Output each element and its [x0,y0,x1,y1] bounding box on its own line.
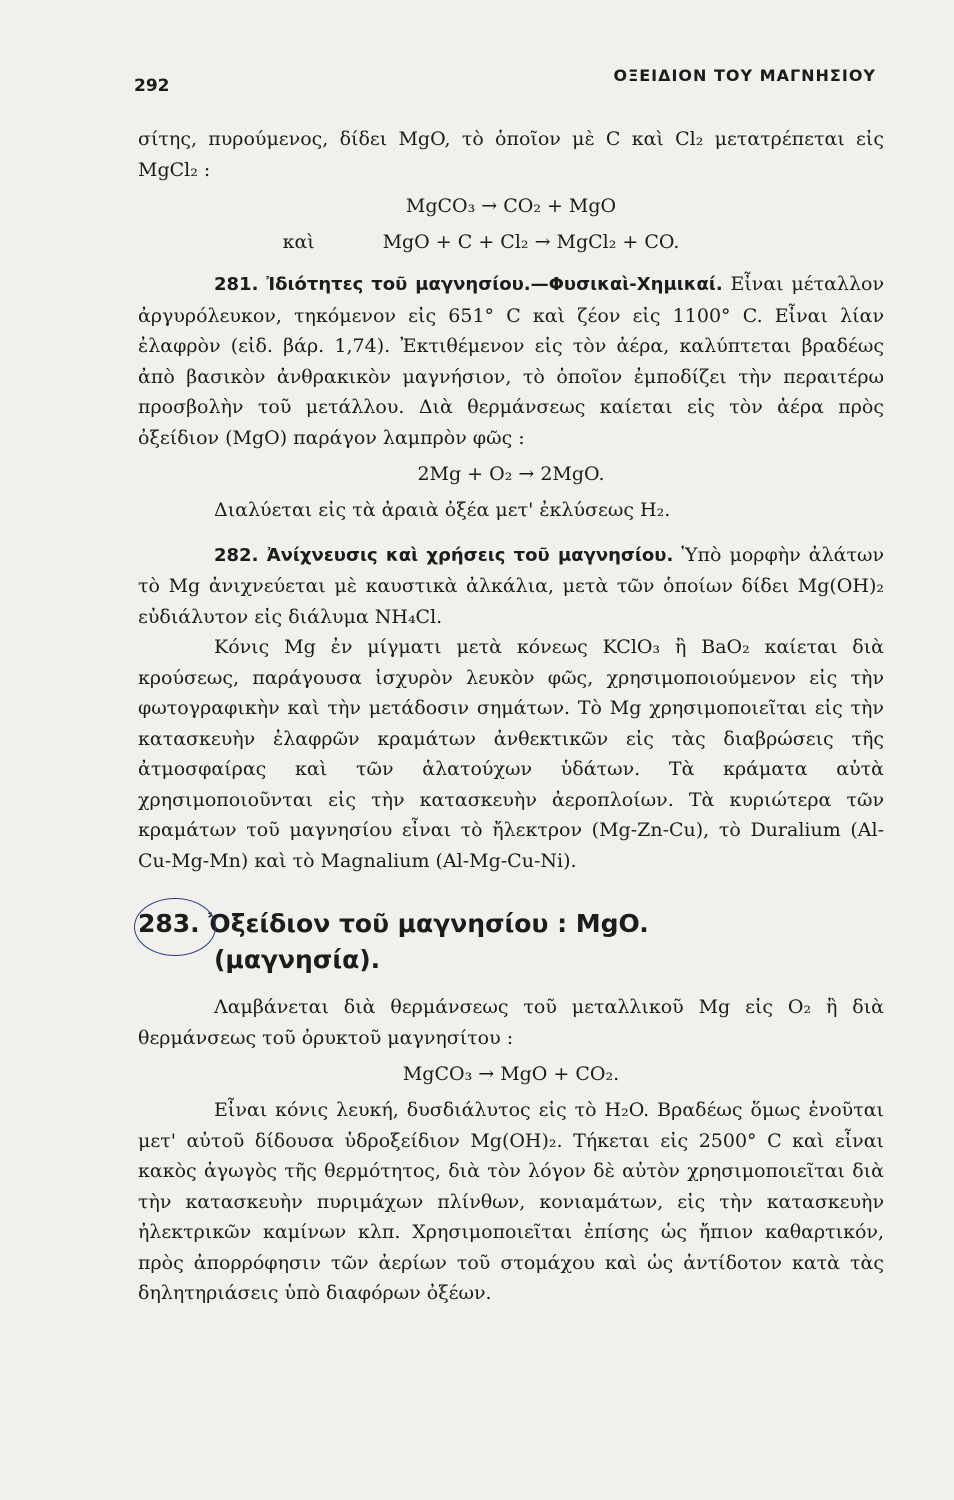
section-281 [138,269,884,526]
section-283-subtitle: (μαγνησία). [214,945,381,974]
equation-text: MgO + C + Cl₂ → MgCl₂ + CO. [382,231,680,253]
running-title: ΟΞΕΙΔΙΟΝ ΤΟΥ ΜΑΓΝΗΣΙΟΥ [613,66,876,85]
section-283-heading [138,906,884,978]
section-282-heading: 282. Ἀνίχνευσις καὶ χρήσεις τοῦ μαγνησίου. [214,544,674,566]
section-283-number: 283. [138,909,200,938]
equation-mg-combustion: 2Mg + O₂ → 2MgO. [417,463,605,485]
section-283 [138,906,884,1309]
equation-mgco3-to-mgo: MgCO₃ → MgO + CO₂. [402,1063,620,1085]
section-282 [138,540,884,877]
intro-paragraph: σίτης, πυρούμενος, δίδει MgO, τὸ ὁποῖον μὲ C καὶ Cl₂ μετατρέπεται εἰς MgCl₂ : [138,128,884,181]
equation-chlorination [78,227,884,257]
page-body [138,124,884,1309]
section-282-text-2: Κόνις Mg ἐν μίγματι μετὰ κόνεως KClO₃ ἢ BaO₂ καίεται διὰ κρούσεως, παράγουσα ἰσχυρὸν λευκὸν φῶς, χρησιμοποιούμενον εἰς τὴν φωτογραφικὴν καὶ τὴν μετάδοσιν σημάτων. Τὸ Mg χρησιμοποιεῖται εἰς τὴν κατασκευὴν ἐλαφρῶν κραμάτων ἀνθεκτικῶν εἰς τὰς διαβρώσεις τῆς ἀτμοσφαίρας καὶ τῶν ἁλατούχων ὑδάτων. Τὰ κράματα αὐτὰ χρησιμοποιοῦνται εἰς τὴν κατασκευὴν ἀεροπλοίων. Τὰ κυριώτερα τῶν κραμάτων τοῦ μαγνησίου εἶναι τὸ ἤλεκτρον (Mg-Zn-Cu), τὸ Duralium (Al-Cu-Mg-Mn) καὶ τὸ Magnalium (Al-Mg-Cu-Ni). [138,636,884,872]
section-283-text-2: Εἶναι κόνις λευκή, δυσδιάλυτος εἰς τὸ H₂O. Βραδέως ὅμως ἑνοῦται μετ' αὐτοῦ δίδουσα ὑδροξείδιον Mg(OH)₂. Τήκεται εἰς 2500° C καὶ εἶναι κακὸς ἀγωγὸς τῆς θερμότητος, διὰ τὸν λόγον δὲ αὐτὸν χρησιμοποιεῖται διὰ τὴν κατασκευὴν πυριμάχων πλίνθων, κονιαμάτων, εἰς τὴν κατασκευὴν ἠλεκτρικῶν καμίνων κλπ. Χρησιμοποιεῖται ἐπίσης ὡς ἤπιον καθαρτικόν, πρὸς ἀπορρόφησιν τῶν ἀερίων τοῦ στομάχου καὶ ὡς ἀντίδοτον κατὰ τὰς δηλητηριάσεις ὑπὸ διαφόρων ὀξέων. [138,1099,884,1304]
section-282-text: Ὑπὸ μορφὴν ἀλάτων τὸ Mg ἀνιχνεύεται μὲ καυστικὰ ἀλκάλια, μετὰ τῶν ὁποίων δίδει Mg(OH)₂ εὐδιάλυτον εἰς διάλυμα NH₄Cl. [138,543,884,628]
section-281-text: Εἶναι μέταλλον ἀργυρόλευκον, τηκόμενον εἰς 651° C καὶ ζέον εἰς 1100° C. Εἶναι λίαν ἐλαφρὸν (εἰδ. βάρ. 1,74). Ἐκτιθέμενον εἰς τὸν ἀέρα, καλύπτεται βραδέως ἀπὸ βασικὸν ἀνθρακικὸν μαγνήσιον, τὸ ὁποῖον ἐμποδίζει τὴν περαιτέρω προσβολὴν τοῦ μετάλλου. Διὰ θερμάνσεως καίεται εἰς τὸν ἀέρα πρὸς ὀξείδιον (MgO) παράγον λαμπρὸν φῶς : [138,273,884,449]
equation-mgco3-decomposition: MgCO₃ → CO₂ + MgO [405,195,617,217]
section-281-heading: 281. Ἰδιότητες τοῦ μαγνησίου.—Φυσικαὶ-Χημικαί. [214,274,723,295]
section-283-text: Λαμβάνεται διὰ θερμάνσεως τοῦ μεταλλικοῦ Mg εἰς O₂ ἢ διὰ θερμάνσεως τοῦ ὀρυκτοῦ μαγνησίτου : [138,996,884,1049]
equation-prefix: καὶ [282,231,315,253]
page-number: 292 [134,76,170,96]
section-283-title: Ὀξείδιον τοῦ μαγνησίου : MgO. [208,909,649,938]
section-281-text-2: Διαλύεται εἰς τὰ ἀραιὰ ὀξέα μετ' ἐκλύσεως H₂. [214,499,671,521]
page-header [134,62,876,96]
handwritten-circle-mark [134,898,216,956]
